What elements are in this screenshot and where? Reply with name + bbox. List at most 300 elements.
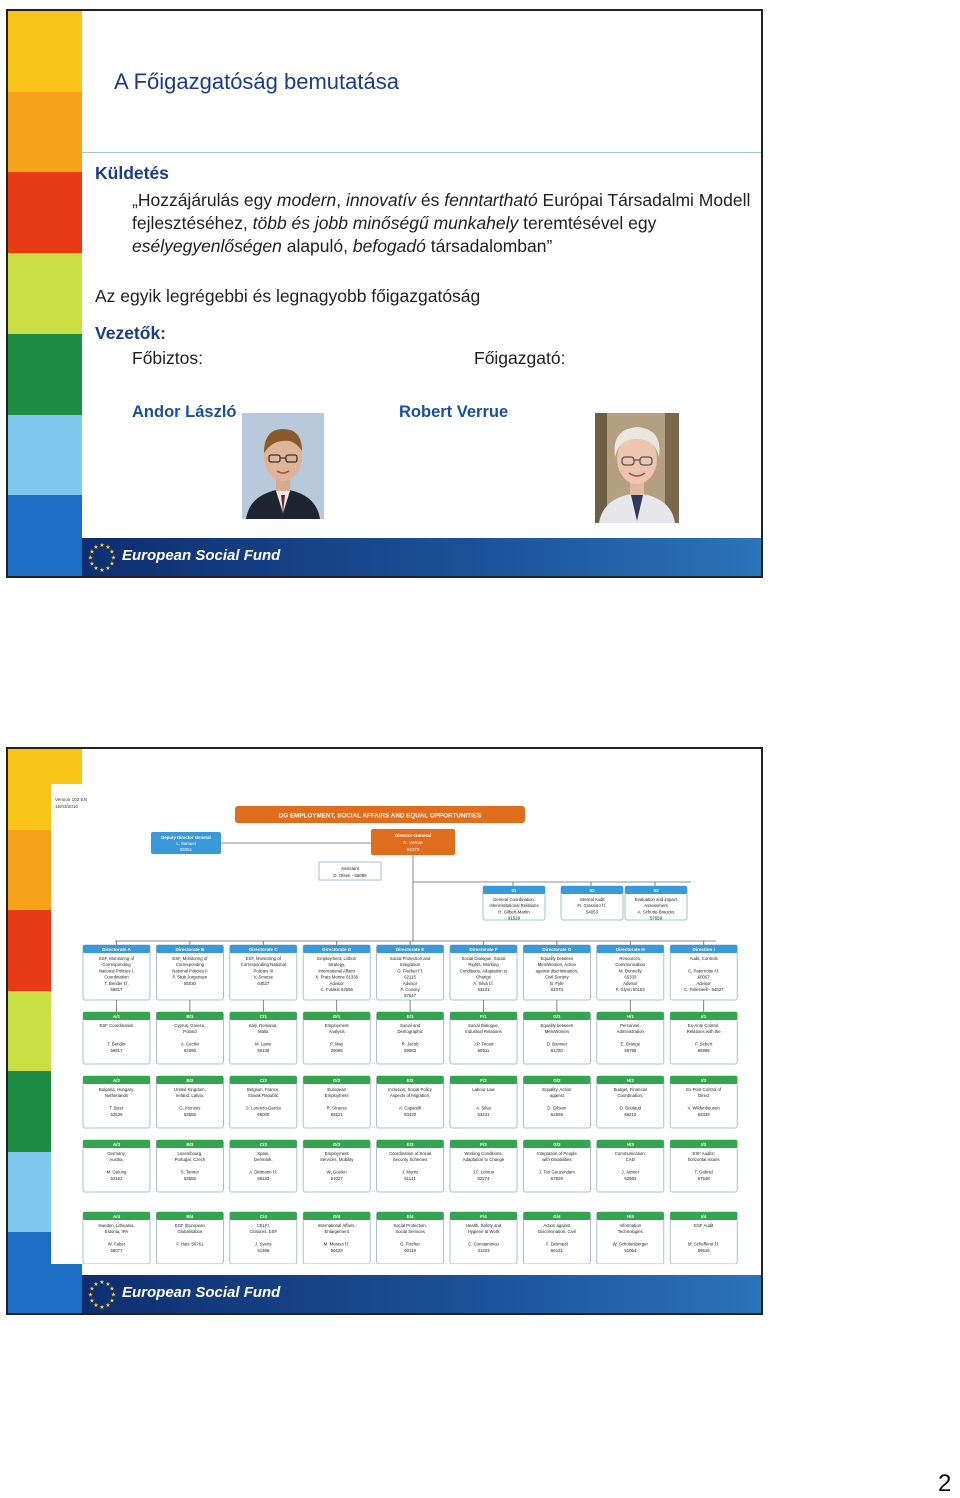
- unit-box-line: Slovak Republic: [247, 1093, 279, 1099]
- unit-box-line: with Disabilities: [542, 1157, 572, 1163]
- unit-box-line: J. Janner: [621, 1169, 640, 1175]
- unit-box-line: Action against: [543, 1223, 571, 1228]
- unit-box-title: B/2: [186, 1078, 194, 1084]
- staff-unit-box-title: 02: [589, 888, 595, 894]
- svg-text:★: ★: [109, 548, 115, 556]
- unit-box-title: H/1: [626, 1014, 634, 1020]
- unit-box-title: I/1: [701, 1014, 707, 1020]
- staff-unit-box-line: Evaluation and impact: [634, 897, 678, 902]
- unit-box-line: Aspects of Migration,: [390, 1093, 431, 1099]
- color-stripe: [8, 11, 82, 576]
- unit-box-line: 52162: [110, 1175, 123, 1181]
- directorate-box-title: Directorate G: [542, 947, 572, 953]
- slide-org-chart: [6, 747, 763, 1315]
- unit-box-line: CELFI,: [256, 1223, 270, 1228]
- directorate-box-line: ESF, Monitoring of: [245, 956, 281, 961]
- unit-box-line: 56131: [550, 1247, 563, 1253]
- dg-title: Director-General: [394, 833, 432, 838]
- unit-box-title: A/1: [112, 1014, 121, 1020]
- unit-box-title: H/2: [626, 1078, 634, 1084]
- org-chart: [51, 784, 761, 1264]
- unit-box-line: CAD: [625, 1157, 635, 1163]
- unit-box-line: 52983: [624, 1175, 637, 1181]
- unit-box-line: Cyprus, Greece,: [174, 1023, 206, 1028]
- deputy-dg-title: Deputy Director General: [161, 835, 211, 840]
- unit-box-title: H/3: [626, 1142, 634, 1148]
- directorate-box-line: 57647: [404, 993, 417, 999]
- staff-unit-box-title: 03: [653, 888, 659, 894]
- unit-box-line: ESF Audit: [694, 1223, 714, 1228]
- unit-box-line: Employment: [324, 1151, 349, 1156]
- unit-box-line: ESF Audits:: [692, 1151, 715, 1156]
- unit-box-title: A/4: [112, 1214, 121, 1220]
- directorate-box-line: Social Protection and: [389, 956, 431, 961]
- directorate-box-line: 61073: [550, 987, 563, 992]
- directorate-box-line: 59817: [110, 987, 123, 992]
- unit-box-line: Information: [619, 1223, 642, 1228]
- unit-box-line: 53339: [697, 1111, 710, 1117]
- unit-box-line: A. Cecilio: [180, 1041, 199, 1047]
- svg-text:★: ★: [87, 554, 94, 562]
- unit-box-line: Personnel,: [620, 1023, 641, 1028]
- svg-text:★: ★: [105, 1302, 111, 1309]
- unit-box-title: D/1: [333, 1014, 341, 1020]
- directorate-box-line: C. Paternotte f.f.: [688, 968, 720, 974]
- directorate-box-line: 64527: [257, 980, 270, 986]
- unit-box-line: 59817: [110, 1047, 123, 1053]
- unit-box-title: C/3: [259, 1142, 267, 1148]
- unit-box-line: M. Laine: [255, 1041, 272, 1047]
- unit-box-line: 66210: [624, 1111, 637, 1117]
- unit-box-line: 29068: [330, 1047, 343, 1053]
- staff-unit-box-line: A. Schutte-Braucks: [637, 909, 675, 915]
- mission-text-part: befogadó: [352, 236, 426, 256]
- directorate-box-title: Direction I: [692, 947, 715, 953]
- svg-text:★: ★: [99, 567, 105, 573]
- unit-box-line: M. Schefferot f.f.: [687, 1241, 720, 1247]
- unit-box-line: M. Morass f.f.: [323, 1241, 350, 1247]
- unit-box-line: A. Silva: [476, 1105, 491, 1111]
- unit-box-line: S. Tanner: [180, 1169, 200, 1175]
- unit-box-line: Germany,: [107, 1151, 126, 1156]
- staff-unit-box-line: 54053: [586, 909, 598, 915]
- unit-box-title: F/1: [480, 1014, 487, 1020]
- unit-box-line: A. Caparelli: [398, 1105, 422, 1111]
- unit-box-title: B/3: [186, 1142, 194, 1148]
- unit-box-line: 51366: [257, 1247, 270, 1253]
- directorate-box-line: Integration: [399, 962, 421, 968]
- unit-box-line: Ex-Post Control of: [686, 1087, 722, 1092]
- mission-text-part: modern: [276, 190, 337, 210]
- unit-box-line: F. Hatt- 56761: [176, 1241, 204, 1247]
- title-divider: [82, 152, 761, 153]
- unit-box-line: Estonia, IPA: [104, 1229, 129, 1235]
- unit-box-line: Portugal, Czech: [174, 1157, 206, 1163]
- dg-name: R. Verrue: [403, 840, 423, 845]
- directorate-box-line: G. Fischer f.f.: [397, 968, 423, 974]
- unit-box-title: E/3: [406, 1142, 414, 1148]
- unit-box-title: C/2: [259, 1078, 267, 1084]
- directorate-box-line: P. Stub Jorgensen: [172, 974, 208, 980]
- unit-box-line: Malta: [258, 1029, 269, 1035]
- directorate-box-line: International Affairs: [318, 968, 356, 974]
- directorate-box-line: Advisor: [402, 980, 418, 986]
- svg-text:★: ★: [109, 1285, 115, 1293]
- directorate-box-line: Advisor: [623, 980, 638, 986]
- directorate-box-title: Directorate H: [615, 947, 645, 953]
- unit-box-line: S. Lorenzo-Garcia: [245, 1105, 281, 1111]
- directorate-box-line: Men/Women, Action: [537, 962, 577, 968]
- unit-box-line: Enlargement: [324, 1229, 349, 1235]
- unit-box-line: Services, Mobility: [319, 1157, 354, 1163]
- unit-box-line: Industrial Relations: [465, 1029, 502, 1035]
- unit-box-line: R. Strauss: [326, 1105, 347, 1111]
- assistant-name: D. Olsen - 55089: [333, 873, 367, 878]
- directorate-box-line: Conditions, Adaptation to: [459, 968, 508, 974]
- directorate-box-line: Corresponding: [175, 962, 204, 968]
- unit-box-line: Integration of People: [537, 1151, 577, 1156]
- unit-box-line: Discrimination, Civil: [538, 1229, 576, 1235]
- svg-text:★: ★: [99, 542, 105, 549]
- footer-label: European Social Fund: [122, 547, 281, 564]
- unit-box-line: Budget, Financial: [613, 1087, 647, 1092]
- unit-box-line: Demographic: [397, 1029, 423, 1035]
- commissioner-name: Andor László: [132, 403, 237, 421]
- unit-box-line: D. Gibson: [547, 1105, 567, 1111]
- commissioner-role: Főbiztos:: [132, 348, 203, 368]
- svg-text:★: ★: [89, 1297, 95, 1305]
- unit-box-line: Social and: [400, 1023, 421, 1028]
- unit-box-line: Communication,: [614, 1151, 646, 1156]
- directorate-box-title: Directorate F: [469, 947, 498, 953]
- directorate-box-line: Corresponding National: [240, 962, 286, 968]
- directorate-box-line: Equality between: [540, 956, 574, 961]
- mission-heading: Küldetés: [95, 163, 169, 183]
- unit-box-line: ESF Coordination: [99, 1023, 134, 1028]
- mission-text-part: alapuló,: [281, 236, 353, 256]
- unit-box-line: 51064: [624, 1247, 637, 1253]
- unit-box-line: 66999: [697, 1047, 710, 1053]
- unit-box-line: O. Boulaud: [619, 1105, 642, 1111]
- unit-box-line: 56623: [330, 1247, 343, 1253]
- directorate-box-line: against discrimination,: [535, 968, 579, 974]
- unit-box-line: 51027: [330, 1175, 343, 1181]
- unit-box-line: 66000: [257, 1111, 270, 1117]
- unit-box-line: Austria,: [109, 1157, 124, 1163]
- svg-text:★: ★: [93, 565, 99, 572]
- directorate-box-line: T. Bender f.f.: [104, 980, 129, 986]
- directorate-box-line: National Policies I,: [98, 968, 135, 974]
- eu-stars-icon: [86, 1278, 118, 1310]
- svg-text:★: ★: [93, 1281, 99, 1288]
- unit-box-line: 60119: [404, 1247, 416, 1253]
- unit-box-line: Adaptation to Change: [462, 1157, 505, 1163]
- unit-box-line: 53558: [183, 1175, 196, 1181]
- directorate-box-line: Corresponding: [102, 962, 131, 968]
- slide-overview: [6, 9, 763, 578]
- directorate-box-title: Directorate C: [248, 947, 278, 953]
- directorate-box-line: National Policies II: [172, 968, 208, 974]
- directorate-box-line: Advisor: [696, 980, 711, 986]
- svg-text:★: ★: [93, 544, 99, 551]
- unit-box-line: Belgium, France,: [247, 1087, 280, 1092]
- unit-box-title: A/2: [112, 1078, 121, 1084]
- unit-box-line: Men/Women: [544, 1029, 570, 1035]
- directorate-box-line: Resources,: [619, 956, 642, 961]
- unit-box-line: P. May: [330, 1041, 344, 1047]
- unit-box-line: Netherlands: [104, 1093, 129, 1099]
- unit-box-line: E. Grange: [620, 1041, 641, 1047]
- directorate-box-line: C. Fellerwell - 54037: [683, 987, 724, 992]
- slide-title: A Főigazgatóság bemutatása: [114, 69, 399, 94]
- svg-text:★: ★: [99, 1279, 105, 1286]
- unit-box-title: E/1: [406, 1014, 414, 1020]
- unit-box-line: Italy, Romania,: [249, 1023, 278, 1028]
- directorate-box-line: Advisor: [329, 980, 344, 986]
- staff-unit-box-line: General Coordination,: [492, 897, 536, 902]
- unit-box-line: 62096: [183, 1047, 196, 1053]
- directorate-box-line: X. Prats Monne 61336: [315, 974, 359, 980]
- unit-box-line: G. Kiorosis: [179, 1105, 201, 1111]
- mission-text-part: ,: [336, 190, 346, 210]
- unit-box-line: 58183: [257, 1175, 270, 1181]
- unit-box-line: 59516: [697, 1247, 710, 1253]
- unit-box-line: Direct: [698, 1093, 710, 1099]
- staff-unit-box-line: Fr. Grassino f.f.: [577, 903, 607, 909]
- directorate-box-line: 62115: [404, 974, 416, 980]
- assistant-title: Assistant: [341, 866, 359, 871]
- unit-box-line: Employment: [324, 1093, 349, 1099]
- version-label: Version 103 EN: [55, 797, 87, 802]
- unit-box-title: F/2: [480, 1078, 487, 1084]
- unit-box-line: 59083: [404, 1047, 417, 1053]
- unit-box-line: F. Sebert: [695, 1041, 713, 1047]
- unit-box-line: Bulgaria, Hungary,: [98, 1087, 135, 1092]
- unit-box-line: 83420: [404, 1111, 417, 1117]
- directorate-box-line: Strategy,: [328, 962, 346, 968]
- unit-box-line: D. Bannier: [546, 1041, 568, 1047]
- unit-box-line: Denmark,: [253, 1157, 273, 1163]
- directorate-box-line: Change: [475, 974, 492, 980]
- unit-box-line: 57828: [550, 1175, 563, 1181]
- mission-text-part: Európai Társadalmi Modell fejlesztéséhez,: [132, 190, 751, 233]
- director-general-name: Robert Verrue: [399, 403, 509, 421]
- unit-box-line: 31333: [477, 1247, 490, 1253]
- unit-box-line: 65521: [330, 1111, 343, 1117]
- svg-text:★: ★: [109, 1297, 115, 1305]
- unit-box-line: W. Faber: [107, 1241, 126, 1247]
- svg-text:★: ★: [105, 1281, 111, 1288]
- unit-box-line: Technologies: [617, 1229, 643, 1235]
- unit-box-title: I/2: [701, 1078, 707, 1084]
- unit-box-line: T. Busz: [109, 1105, 124, 1111]
- directorate-box-line: ESF, Monitoring of: [172, 956, 208, 961]
- unit-box-line: 82274: [477, 1175, 490, 1181]
- unit-box-title: G/2: [553, 1078, 561, 1084]
- esf-footer: [82, 538, 761, 576]
- unit-box-line: J. Morris: [401, 1169, 419, 1175]
- directorate-box-title: Directorate E: [395, 947, 425, 953]
- unit-box-line: W. Schobesberger: [612, 1241, 648, 1247]
- directorate-box-line: M. Donnelly: [618, 968, 642, 974]
- unit-box-line: Spain,: [257, 1151, 270, 1156]
- unit-box-title: I/3: [701, 1142, 707, 1148]
- directorate-box-title: Directorate B: [175, 947, 205, 953]
- unit-box-line: 53558: [183, 1111, 196, 1117]
- unit-box-line: Social Protection,: [393, 1223, 427, 1228]
- unit-box-line: J. Svens: [255, 1241, 272, 1247]
- directorate-box-line: Communication: [615, 962, 646, 968]
- unit-box-title: G/3: [553, 1142, 561, 1148]
- unit-box-title: H/4: [626, 1214, 634, 1220]
- unit-box-line: Inclusion, Social Policy: [388, 1087, 432, 1092]
- unit-box-title: B/1: [186, 1014, 194, 1020]
- directorate-box-line: Civil Society: [545, 974, 569, 980]
- commissioner-portrait: [242, 413, 324, 519]
- directorate-box-line: A. Silva f.f.: [473, 980, 494, 986]
- unit-box-line: Coordination of Social: [389, 1151, 432, 1156]
- directorate-box-line: F. Glynn 50183: [615, 987, 645, 992]
- svg-text:★: ★: [89, 560, 95, 568]
- unit-box-line: T. Bender: [107, 1041, 126, 1047]
- unit-box-line: J.P. Tricart: [473, 1041, 494, 1047]
- deputy-dg-name: L. Samuel: [176, 841, 196, 846]
- directorate-box-line: C. Fotakis 52556: [320, 987, 353, 992]
- svg-text:★: ★: [89, 1285, 95, 1293]
- leaders-heading: Vezetők:: [95, 323, 166, 343]
- mission-text-part: innovatív: [346, 190, 417, 210]
- eu-stars-icon: [86, 541, 118, 573]
- unit-box-line: F. Desmedt: [546, 1241, 568, 1247]
- unit-box-line: W. Goelen: [326, 1169, 347, 1175]
- directorate-box-line: B. Fyfe: [550, 980, 564, 986]
- svg-text:★: ★: [105, 565, 111, 572]
- unit-box-line: 55795: [624, 1047, 637, 1053]
- unit-box-line: A. Dittmann f.f.: [249, 1169, 278, 1175]
- directorate-box-line: V. Smetse: [253, 974, 274, 980]
- staff-unit-box-line: Internal Audit: [579, 897, 605, 902]
- svg-text:★: ★: [99, 1304, 105, 1310]
- staff-unit-box-line: Assessment: [644, 903, 668, 909]
- unit-box-line: Poland: [183, 1029, 197, 1035]
- unit-box-line: Security Schemes: [392, 1157, 428, 1163]
- unit-box-line: horizontal issues: [687, 1157, 720, 1163]
- unit-box-line: J. Ten Geuzendam: [538, 1169, 575, 1175]
- director-general-role: Főigazgató:: [474, 348, 566, 368]
- date-label: 15/03/2010: [55, 804, 78, 809]
- unit-box-title: C/1: [259, 1014, 267, 1020]
- directorate-box-line: 55030: [183, 980, 196, 986]
- unit-box-line: EGF (European: [174, 1223, 205, 1228]
- directorate-box-line: Rights, Working: [468, 962, 499, 968]
- unit-box-line: V. Wildenbeusen: [687, 1105, 720, 1111]
- unit-box-line: Administration: [616, 1029, 644, 1035]
- unit-box-line: 57548: [697, 1175, 710, 1181]
- unit-box-line: Labour Law: [472, 1087, 495, 1092]
- unit-box-line: 52539: [110, 1111, 123, 1117]
- org-banner-title: DG EMPLOYMENT, SOCIAL AFFAIRS AND EQUAL OPPORTUNITIES: [278, 812, 482, 820]
- unit-box-title: D/3: [333, 1142, 341, 1148]
- mission-text-part: teremtésével egy: [518, 213, 657, 233]
- svg-text:★: ★: [89, 548, 95, 556]
- unit-box-title: F/3: [480, 1142, 487, 1148]
- unit-box-line: Luxembourg,: [177, 1151, 203, 1156]
- directorate-box-line: P. Convey: [400, 987, 420, 992]
- unit-box-line: Globalisation: [177, 1229, 203, 1235]
- unit-box-line: G. Fischer: [400, 1241, 421, 1247]
- director-general-portrait: [595, 413, 679, 523]
- unit-box-line: Health, Safety and: [465, 1223, 502, 1228]
- unit-box-line: Relations with the: [686, 1029, 721, 1035]
- unit-box-line: J.F. Lebrun: [472, 1169, 495, 1175]
- unit-box-title: A/3: [112, 1142, 121, 1148]
- unit-box-line: Analysis: [328, 1029, 345, 1035]
- svg-text:★: ★: [87, 1291, 94, 1299]
- unit-box-line: R. Jacob: [401, 1041, 419, 1047]
- mission-statement: [132, 189, 752, 258]
- staff-unit-box-line: H. Gilbert-Martin: [498, 909, 530, 915]
- unit-box-title: E/4: [406, 1214, 414, 1220]
- unit-box-line: Employment: [324, 1023, 349, 1028]
- svg-text:★: ★: [109, 560, 115, 568]
- svg-text:★: ★: [110, 1291, 117, 1299]
- unit-box-line: 56077: [110, 1247, 123, 1253]
- unit-box-title: D/2: [333, 1078, 341, 1084]
- directorate-box-line: 65333: [624, 974, 637, 980]
- mission-text-part: esélyegyenlőségen: [132, 236, 282, 256]
- unit-box-line: Coordination,: [617, 1093, 644, 1099]
- staff-unit-box-line: 91529: [508, 915, 520, 921]
- unit-box-line: Closures, ESF: [249, 1229, 278, 1235]
- unit-box-line: T. Gabriel: [694, 1169, 713, 1175]
- unit-box-title: F/4: [480, 1214, 487, 1220]
- unit-box-line: 61141: [404, 1175, 416, 1181]
- page-number: 2: [938, 1470, 952, 1497]
- unit-box-line: Sweden, Lithuania,: [98, 1223, 135, 1228]
- unit-box-line: Equality, Action: [542, 1087, 572, 1092]
- directorate-box-line: 60057: [697, 974, 710, 980]
- mission-text-part: „Hozzájárulás egy: [132, 190, 277, 210]
- unit-box-title: E/2: [406, 1078, 414, 1084]
- svg-text:★: ★: [110, 554, 117, 562]
- directorate-box-line: Coordination: [104, 974, 129, 980]
- unit-box-line: against: [549, 1093, 564, 1099]
- unit-box-line: Hygiene at Work: [467, 1229, 500, 1235]
- unit-box-title: B/4: [186, 1214, 194, 1220]
- directorate-box-line: ESF, Monitoring of: [98, 956, 135, 961]
- unit-box-line: Social Services: [395, 1229, 425, 1235]
- esf-footer: [82, 1275, 761, 1313]
- directorate-box-title: Directorate D: [322, 947, 352, 953]
- directorate-box-line: Policies III: [253, 968, 274, 974]
- mission-text-part: fenntartható: [444, 190, 538, 210]
- directorate-box-line: Employment, Lisbon: [317, 956, 357, 961]
- directorate-box-line: Social Dialogue, Social: [461, 956, 506, 961]
- mission-text-part: társadalomban”: [425, 236, 553, 256]
- dg-phone: 54370: [406, 847, 420, 852]
- unit-box-line: 60511: [477, 1047, 490, 1053]
- unit-box-title: D/4: [333, 1214, 341, 1220]
- footer-label: European Social Fund: [122, 1284, 281, 1301]
- directorate-box-title: Directorate A: [102, 947, 131, 953]
- svg-text:★: ★: [93, 1302, 99, 1309]
- unit-box-title: G/4: [553, 1214, 561, 1220]
- unit-box-line: 50138: [257, 1047, 270, 1053]
- unit-box-line: M. Gelung: [106, 1169, 127, 1175]
- directorate-box-line: 53231: [477, 987, 490, 992]
- unit-box-line: Equality between: [540, 1023, 574, 1028]
- mission-text-part: több és jobb minőségű munkahely: [252, 213, 519, 233]
